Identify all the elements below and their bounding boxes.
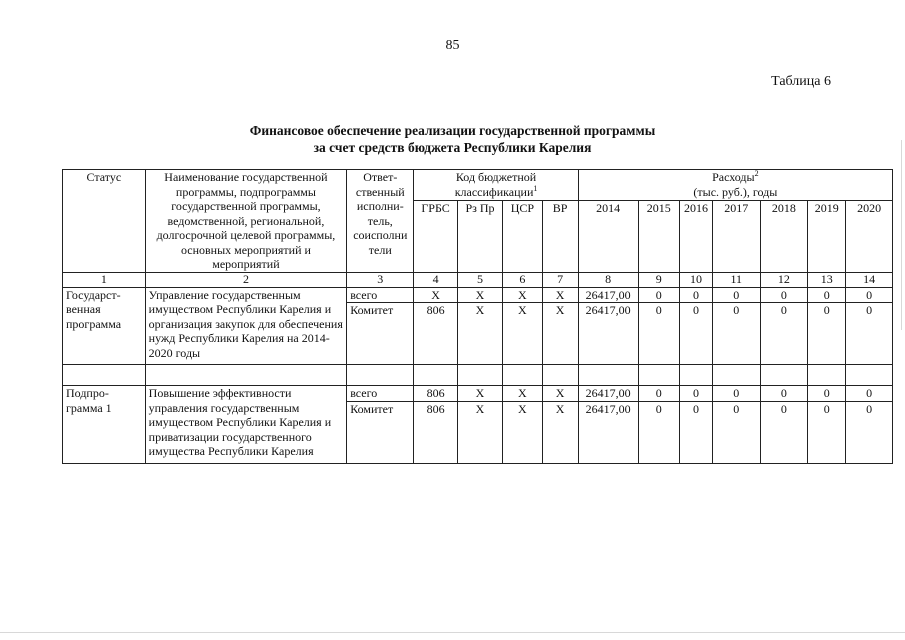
column-number: 12 bbox=[760, 272, 808, 287]
header-code-group bbox=[414, 170, 578, 201]
row-rzpr: Х bbox=[457, 386, 502, 402]
header-code-group-text: Код бюджетной классификации bbox=[454, 170, 537, 199]
table-label: Таблица 6 bbox=[771, 74, 831, 89]
header-code-csr: ЦСР bbox=[503, 200, 542, 272]
column-number: 10 bbox=[679, 272, 712, 287]
row-value: 0 bbox=[679, 386, 712, 402]
row-responsible: Комитет bbox=[347, 401, 414, 463]
scan-artifact bbox=[901, 140, 902, 330]
header-expenses-line1: Расходы bbox=[712, 170, 755, 184]
column-number: 5 bbox=[457, 272, 502, 287]
header-expenses-footnote: 2 bbox=[754, 169, 759, 178]
row-value: 0 bbox=[638, 287, 679, 303]
row-value: 0 bbox=[760, 386, 808, 402]
column-number: 1 bbox=[63, 272, 146, 287]
header-expenses-group bbox=[578, 170, 892, 201]
header-name: Наименование государственной программы, подпрограммы государственной программы, ведомственной, региональной, долгосрочной целевой программы, основных мероприятий и мероприятий bbox=[145, 170, 347, 273]
row-csr: Х bbox=[503, 386, 542, 402]
header-year: 2018 bbox=[760, 200, 808, 272]
row-rzpr: Х bbox=[457, 401, 502, 463]
row-value: 0 bbox=[760, 401, 808, 463]
column-number: 13 bbox=[808, 272, 846, 287]
header-code-footnote: 1 bbox=[533, 183, 538, 193]
header-expenses-line2: (тыс. руб.), годы bbox=[693, 184, 778, 199]
column-number: 2 bbox=[145, 272, 347, 287]
header-status: Статус bbox=[63, 170, 146, 273]
row-value: 0 bbox=[679, 303, 712, 365]
row-value: 0 bbox=[638, 401, 679, 463]
header-year: 2020 bbox=[846, 200, 893, 272]
header-year: 2019 bbox=[808, 200, 846, 272]
header-responsible: Ответ-ственный исполни-тель, соисполни тели bbox=[347, 170, 414, 273]
row-value: 0 bbox=[808, 401, 846, 463]
row-name: Повышение эффективности управления государственным имуществом Республики Карелия и приватизации государственного имущества Республики Карелия bbox=[145, 386, 347, 464]
column-number-row bbox=[63, 272, 893, 287]
row-value: 0 bbox=[808, 303, 846, 365]
row-status: Государст-венная программа bbox=[63, 287, 146, 365]
header-year: 2014 bbox=[578, 200, 638, 272]
column-number: 6 bbox=[503, 272, 542, 287]
row-rzpr: Х bbox=[457, 287, 502, 303]
header-year: 2017 bbox=[713, 200, 761, 272]
row-value: 0 bbox=[846, 401, 893, 463]
financial-table bbox=[62, 169, 893, 464]
header-year: 2016 bbox=[679, 200, 712, 272]
spacer-row bbox=[63, 365, 893, 386]
row-value: 0 bbox=[679, 401, 712, 463]
row-grbs: 806 bbox=[414, 386, 457, 402]
row-vr: Х bbox=[542, 303, 578, 365]
column-number: 7 bbox=[542, 272, 578, 287]
header-code-vr: ВР bbox=[542, 200, 578, 272]
row-vr: Х bbox=[542, 287, 578, 303]
title-line-1: Финансовое обеспечение реализации государственной программы bbox=[249, 123, 656, 138]
row-value: 0 bbox=[846, 386, 893, 402]
column-number: 4 bbox=[414, 272, 457, 287]
column-number: 3 bbox=[347, 272, 414, 287]
row-value: 0 bbox=[846, 287, 893, 303]
column-number: 8 bbox=[578, 272, 638, 287]
row-value: 0 bbox=[713, 401, 761, 463]
table-body bbox=[63, 287, 893, 463]
row-responsible: Комитет bbox=[347, 303, 414, 365]
row-status: Подпро-грамма 1 bbox=[63, 386, 146, 464]
row-name: Управление государственным имуществом Республики Карелия и организация закупок для обеспечения нужд Республики Карелия на 2014-2020 годы bbox=[145, 287, 347, 365]
row-vr: Х bbox=[542, 401, 578, 463]
title-line-2: за счет средств бюджета Республики Карелия bbox=[313, 140, 592, 155]
row-value: 26417,00 bbox=[578, 386, 638, 402]
page-number: 85 bbox=[445, 38, 460, 53]
row-grbs: Х bbox=[414, 287, 457, 303]
row-value: 0 bbox=[760, 303, 808, 365]
row-csr: Х bbox=[503, 303, 542, 365]
column-number: 14 bbox=[846, 272, 893, 287]
row-vr: Х bbox=[542, 386, 578, 402]
row-value: 0 bbox=[713, 303, 761, 365]
row-value: 0 bbox=[679, 287, 712, 303]
row-value: 0 bbox=[808, 287, 846, 303]
row-value: 0 bbox=[808, 386, 846, 402]
row-value: 26417,00 bbox=[578, 303, 638, 365]
scan-artifact bbox=[0, 632, 905, 633]
column-number: 9 bbox=[638, 272, 679, 287]
row-value: 0 bbox=[713, 287, 761, 303]
document-title bbox=[0, 122, 905, 156]
row-csr: Х bbox=[503, 287, 542, 303]
row-value: 26417,00 bbox=[578, 287, 638, 303]
row-grbs: 806 bbox=[414, 303, 457, 365]
row-value: 0 bbox=[713, 386, 761, 402]
header-year: 2015 bbox=[638, 200, 679, 272]
table-row bbox=[63, 287, 893, 303]
header-code-grbs: ГРБС bbox=[414, 200, 457, 272]
row-value: 0 bbox=[846, 303, 893, 365]
column-number: 11 bbox=[713, 272, 761, 287]
table-row bbox=[63, 386, 893, 402]
header-code-rzpr: Рз Пр bbox=[457, 200, 502, 272]
row-value: 0 bbox=[760, 287, 808, 303]
row-rzpr: Х bbox=[457, 303, 502, 365]
table-header bbox=[63, 170, 893, 288]
row-grbs: 806 bbox=[414, 401, 457, 463]
row-value: 0 bbox=[638, 386, 679, 402]
row-csr: Х bbox=[503, 401, 542, 463]
row-responsible: всего bbox=[347, 386, 414, 402]
row-value: 26417,00 bbox=[578, 401, 638, 463]
row-responsible: всего bbox=[347, 287, 414, 303]
row-value: 0 bbox=[638, 303, 679, 365]
